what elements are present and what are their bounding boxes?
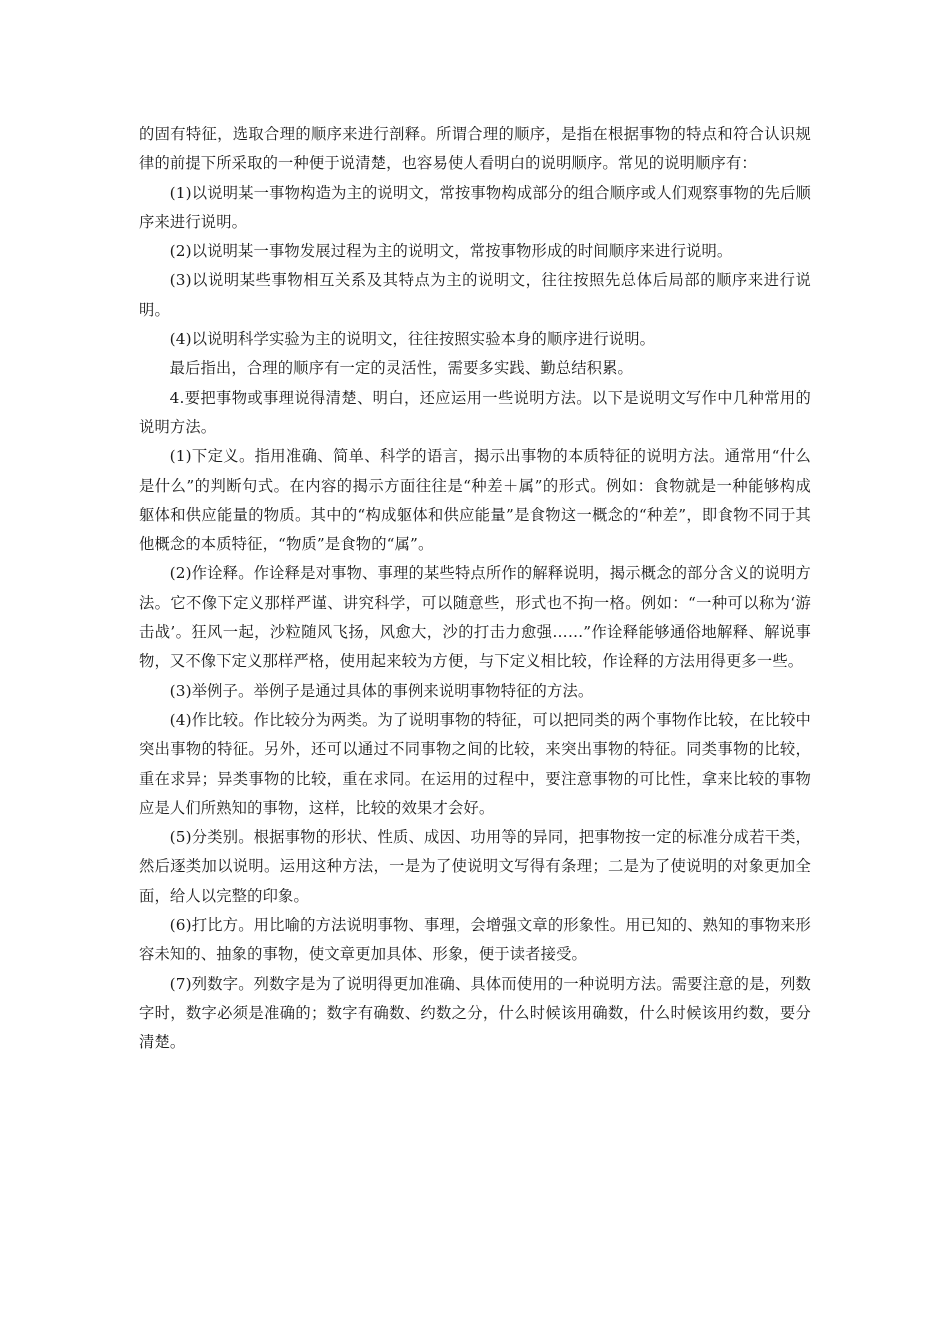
paragraph-ordering-intro: 的固有特征，选取合理的顺序来进行剖释。所谓合理的顺序，是指在根据事物的特点和符合认识规律的前提下所采取的一种便于说清楚，也容易使人看明白的说明顺序。常见的说明顺序有：	[139, 125, 811, 173]
paragraph-method-comparison: (4)作比较。作比较分为两类。为了说明事物的特征，可以把同类的两个事物作比较，在比较中突出事物的特征。另外，还可以通过不同事物之间的比较，来突出事物的特征。同类事物的比较，重在求异；异类事物的比较，重在求同。在运用的过程中，要注意事物的可比性，拿来比较的事物应是人们所熟知的事物，这样，比较的效果才会好。	[139, 710, 811, 817]
paragraph-method-numbers: (7)列数字。列数字是为了说明得更加准确、具体而使用的一种说明方法。需要注意的是，列数字时，数字必须是准确的；数字有确数、约数之分，什么时候该用确数，什么时候该用约数，要分清楚。	[139, 974, 811, 1052]
paragraph-order-3: (3)以说明某些事物相互关系及其特点为主的说明文，往往按照先总体后局部的顺序来进行说明。	[139, 271, 811, 319]
paragraph-method-classification: (5)分类别。根据事物的形状、性质、成因、功用等的异同，把事物按一定的标准分成若干类，然后逐类加以说明。运用这种方法，一是为了使说明文写得有条理；二是为了使说明的对象更加全面，给人以完整的印象。	[139, 828, 811, 905]
paragraph-order-2: (2)以说明某一事物发展过程为主的说明文，常按事物形成的时间顺序来进行说明。	[169, 242, 733, 261]
paragraph-method-analogy: (6)打比方。用比喻的方法说明事物、事理，会增强文章的形象性。用已知的、熟知的事物来形容未知的、抽象的事物，使文章更加具体、形象，便于读者接受。	[139, 916, 811, 964]
paragraph-order-4: (4)以说明科学实验为主的说明文，往往按照实验本身的顺序进行说明。	[169, 330, 656, 349]
paragraph-order-1: (1)以说明某一事物构造为主的说明文，常按事物构成部分的组合顺序或人们观察事物的先后顺序来进行说明。	[139, 183, 811, 231]
paragraph-methods-intro: 4.要把事物或事理说得清楚、明白，还应运用一些说明方法。以下是说明文写作中几种常用的说明方法。	[139, 388, 811, 436]
paragraph-method-examples: (3)举例子。举例子是通过具体的事例来说明事物特征的方法。	[169, 681, 594, 700]
document-body	[139, 120, 811, 1058]
paragraph-order-conclusion: 最后指出，合理的顺序有一定的灵活性，需要多实践、勤总结积累。	[169, 359, 634, 378]
paragraph-method-interpretation: (2)作诠释。作诠释是对事物、事理的某些特点所作的解释说明，揭示概念的部分含义的说明方法。它不像下定义那样严谨、讲究科学，可以随意些，形式也不拘一格。例如：“一种可以称为‘游击战’。狂风一起，沙粒随风飞扬，风愈大，沙的打击力愈强……”作诠释能够通俗地解释、解说事物，又不像下定义那样严格，使用起来较为方便，与下定义相比较，作诠释的方法用得更多一些。	[139, 564, 811, 671]
paragraph-method-definition: (1)下定义。指用准确、简单、科学的语言，揭示出事物的本质特征的说明方法。通常用“什么是什么”的判断句式。在内容的揭示方面往往是“种差＋属”的形式。例如：食物就是一种能够构成躯体和供应能量的物质。其中的“构成躯体和供应能量”是食物这一概念的“种差”，即食物不同于其他概念的本质特征，“物质”是食物的“属”。	[139, 447, 811, 554]
